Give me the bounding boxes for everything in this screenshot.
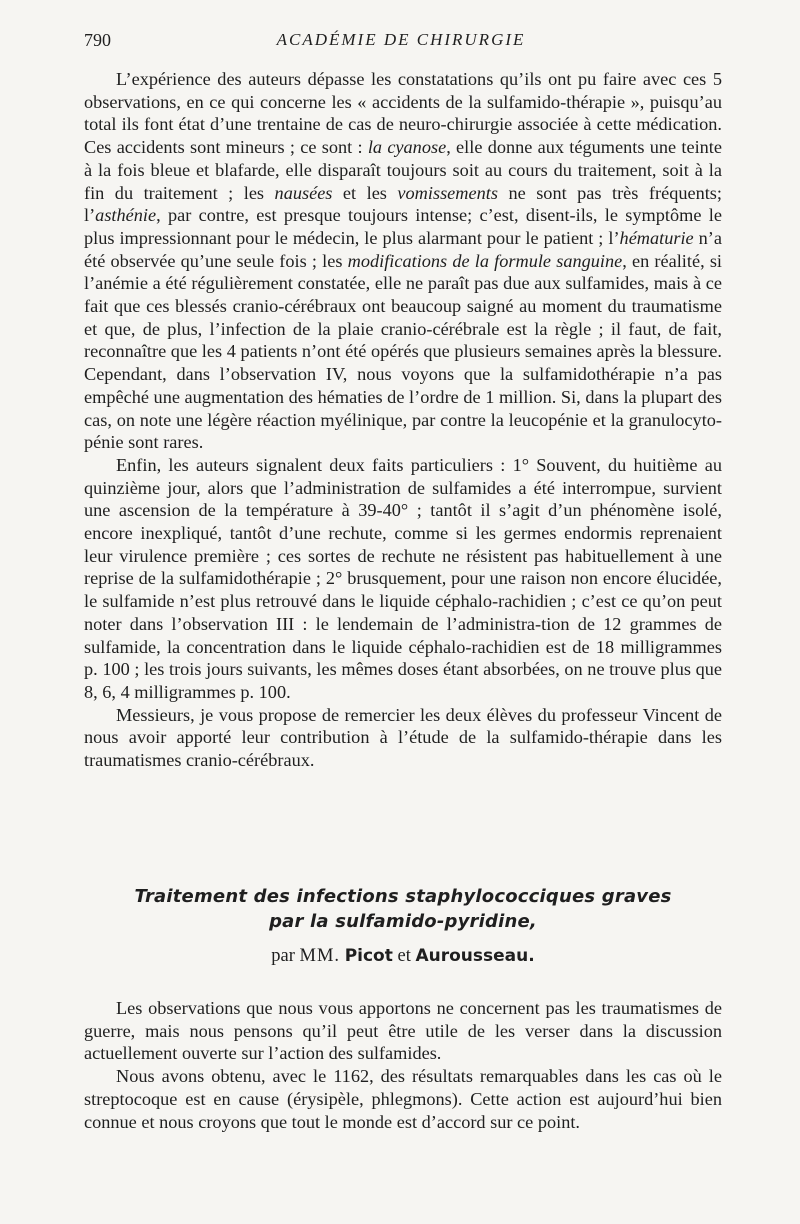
term-vomissements: vomissements — [397, 182, 498, 203]
term-cyanose: la cyanose — [367, 137, 447, 158]
term-asthenie: asthénie — [95, 205, 157, 226]
page-header — [84, 30, 718, 58]
author-picot: Picot — [344, 946, 393, 966]
article-title-line1: Traitement des infections staphylococciques graves — [134, 886, 672, 907]
article-title-line2: par la sulfamido-pyridine, — [269, 911, 537, 932]
article-section — [84, 884, 722, 1133]
byline: par MM. Picot et Aurousseau. — [271, 946, 535, 966]
term-formule-sanguine: modifications de la formule sanguine — [347, 250, 623, 271]
page-number: 790 — [84, 30, 111, 50]
report-body — [84, 68, 722, 772]
term-hematurie: hématurie — [619, 227, 694, 248]
paragraph-faits-particuliers: Enfin, les auteurs signalent deux faits particuliers : 1° Souvent, du huitième au quinzième jour, alors que l’administration de sulfamides a été interrompue, survient une ascension de la température à 39-40° ; tantôt il s’agit d’un phénomène isolé, encore inexpliqué, tantôt d’une rechute, comme si les germes endormis reprenaient leur virulence première ; ces sortes de rechute ne résistent pas habituellement à une reprise de la sulfamidothérapie ; 2° brusquement, pour une raison non encore élucidée, le sulfamide n’est plus retrouvé dans le liquide céphalo-rachidien ; c’est ce qu’on peut noter dans l’observation III : le lendemain de l’administra-tion de 12 grammes de sulfamide, la concentration dans le liquide céphalo-rachidien est de 18 milligrammes p. 100 ; les trois jours suivants, les mêmes doses étant absorbées, on ne trouve plus que 8, 6, 4 milligrammes p. 100. — [84, 454, 722, 702]
author-aurousseau: Aurousseau. — [415, 946, 535, 966]
term-nausees: nausées — [274, 182, 333, 203]
article-paragraph-1: Les observations que nous vous apportons ne concernent pas les traumatismes de guerre, mais nous pensons qu’il peut être utile de les verser dans la discussion actuellement ouverte sur l’action des sulfamides. — [84, 998, 722, 1064]
running-title: ACADÉMIE DE CHIRURGIE — [276, 30, 526, 49]
paragraph-accidents: L’expérience des auteurs dépasse les constatations qu’ils ont pu faire avec ces 5 observations, en ce qui concerne les « accidents de la sulfamido-thérapie », puisqu’au total ils font état d’une trentaine de cas de neuro-chirurgie associée à cette médication. Ces accidents sont mineurs ; ce sont : la cyanose, elle donne aux téguments une teinte à la fois bleue et blafarde, elle disparaît toujours soit au cours du traitement, soit à la fin du traitement ; les nausées et les vomissements ne sont pas très fréquents; l’asthénie, par contre, est presque toujours intense; c’est, disent-ils, le symptôme le plus impressionnant pour le médecin, le plus alarmant pour le patient ; l’hématurie n’a été observée qu’une seule fois ; les modifications de la formule sanguine, en réalité, si l’anémie a été régulièrement constatée, elle ne paraît pas due aux sulfamides, mais à ce fait que ces blessés cranio-cérébraux ont beaucoup saigné au moment du traumatisme et que, de plus, l’infection de la plaie cranio-cérébrale est la règle ; il faut, de fait, reconnaître que les 4 patients n’ont été opérés que plusieurs semaines après la blessure. Cependant, dans l’observation IV, nous voyons que la sulfamidothérapie n’a pas empêché une augmentation des hématies de l’ordre de 1 million. Si, dans la plupart des cas, on note une légère réaction myélinique, par contre la leucopénie et la granulocyto-pénie sont rares. — [84, 69, 723, 453]
article-paragraph-2: Nous avons obtenu, avec le 1162, des résultats remarquables dans les cas où le streptocoque est en cause (érysipèle, phlegmons). Cette action est aujourd’hui bien connue et nous croyons que tout le monde est d’accord sur ce point. — [84, 1066, 722, 1132]
paragraph-conclusion: Messieurs, je vous propose de remercier les deux élèves du professeur Vincent de nous avoir apporté leur contribution à l’étude de la sulfamido-thérapie dans les traumatismes cranio-cérébraux. — [84, 704, 722, 771]
article-title — [84, 884, 722, 934]
